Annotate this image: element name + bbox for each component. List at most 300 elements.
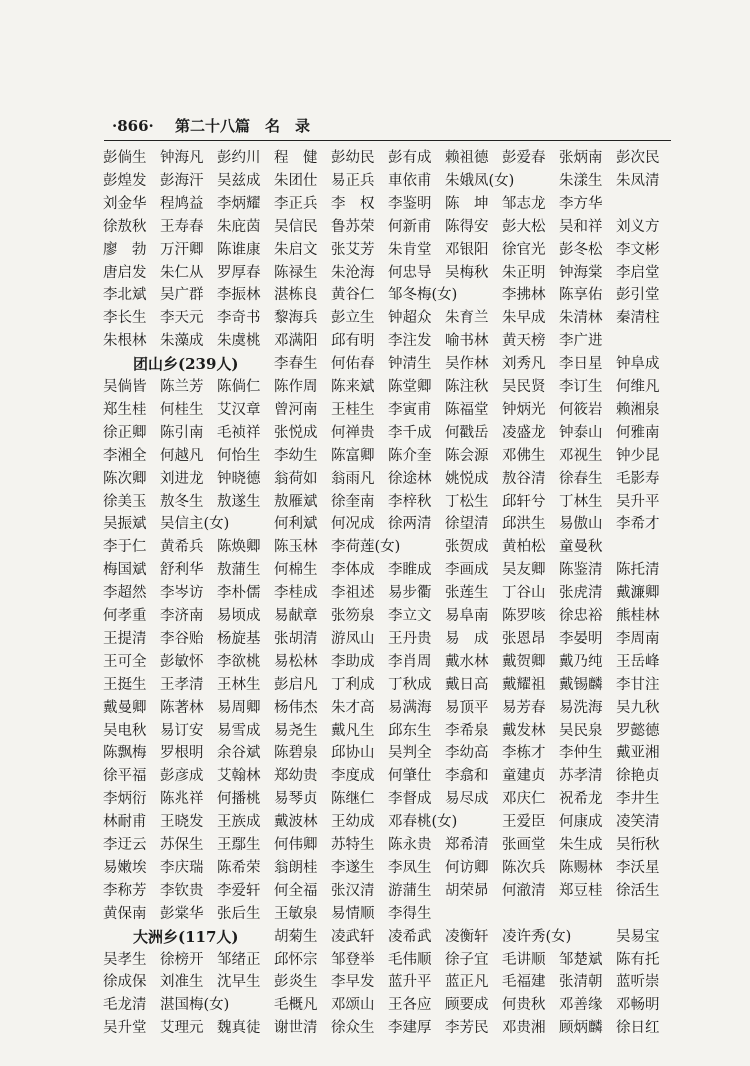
person-name: 张艾芳 — [331, 241, 375, 258]
person-name: 李画成 — [445, 562, 489, 579]
person-name: 王晓发 — [160, 814, 204, 831]
person-name: 易情顺 — [331, 905, 375, 922]
name-row — [103, 239, 673, 261]
person-name: 丁利成 — [331, 676, 375, 693]
person-name: 赖祖德 — [445, 150, 489, 166]
person-name: 李督成 — [388, 791, 432, 808]
person-name: 朱正明 — [502, 264, 546, 281]
person-name: 邱洪生 — [502, 516, 546, 533]
person-name: 陈倘仁 — [217, 379, 261, 395]
person-name: 陈得安 — [445, 218, 489, 235]
person-name: 何全福 — [274, 882, 318, 899]
person-name: 李肖周 — [388, 653, 432, 670]
person-name: 翁朗桂 — [274, 859, 318, 876]
person-name: 徐艳贞 — [616, 768, 660, 785]
person-name: 蓝正凡 — [445, 974, 489, 991]
person-name: 王提清 — [103, 630, 147, 647]
person-name: 徐榜开 — [160, 951, 204, 968]
person-name: 程 健 — [274, 150, 318, 166]
person-name: 赖湘泉 — [616, 401, 660, 418]
person-name: 沈早生 — [217, 974, 261, 991]
person-name: 陈次兵 — [502, 859, 546, 876]
person-name: 钟阜成 — [616, 356, 660, 373]
person-name: 彭倘生 — [103, 150, 147, 166]
person-name: 朱团仕 — [274, 172, 318, 189]
person-name: 李启堂 — [616, 264, 660, 281]
person-name: 戴贺卿 — [502, 653, 546, 670]
person-name: 喻书林 — [445, 333, 489, 350]
person-name: 钟泰山 — [559, 424, 603, 441]
person-name: 艾理元 — [160, 1020, 204, 1037]
person-name: 李文彬 — [616, 241, 660, 258]
person-name: 吴梅秋 — [445, 264, 489, 281]
person-name: 李北斌 — [103, 287, 147, 304]
person-name: 陈焕卿 — [217, 539, 261, 556]
name-row — [103, 1017, 673, 1039]
section-row — [103, 926, 673, 948]
person-name: 蓝听崇 — [616, 974, 660, 991]
person-name: 王族成 — [217, 814, 261, 831]
person-name: 何伟卿 — [274, 837, 318, 853]
person-name: 易周卿 — [217, 699, 261, 716]
person-name: 吴友卿 — [502, 562, 546, 579]
person-name: 丁谷山 — [502, 585, 546, 602]
person-name: 彭启凡 — [274, 676, 318, 693]
person-name: 易芳春 — [502, 699, 546, 716]
person-name: 张汉清 — [331, 882, 375, 899]
person-name: 李早发 — [331, 974, 375, 991]
person-name: 何雅南 — [616, 424, 660, 441]
person-name: 徐正卿 — [103, 424, 147, 441]
name-row — [103, 491, 673, 513]
person-name: 易傲山 — [559, 516, 603, 533]
name-row — [103, 170, 673, 192]
person-name: 易尧生 — [274, 722, 318, 739]
person-name: 王幼成 — [331, 814, 375, 831]
person-name: 朱虞桃 — [217, 333, 261, 350]
person-name: 凌武轩 — [331, 928, 375, 945]
name-row — [103, 376, 673, 398]
person-name: 陈次卿 — [103, 470, 147, 487]
person-name: 王各应 — [388, 997, 432, 1014]
person-name: 陈有托 — [616, 951, 660, 968]
name-row — [103, 880, 673, 902]
person-name: 钟海凡 — [160, 150, 204, 166]
person-name: 刘准生 — [160, 974, 204, 991]
person-name: 吴民泉 — [559, 722, 603, 739]
person-name: 刘金华 — [103, 195, 147, 212]
person-name: 李爱轩 — [217, 882, 261, 899]
person-name: 彭次民 — [616, 150, 660, 166]
person-name: 李济南 — [160, 608, 204, 624]
person-name: 李春生 — [274, 356, 318, 373]
person-name: 李度成 — [331, 768, 375, 785]
person-name: 丁松生 — [445, 493, 489, 510]
person-name: 王挺生 — [103, 676, 147, 693]
person-name: 李鉴明 — [388, 195, 432, 212]
section-row — [103, 353, 673, 375]
person-name: 陈著林 — [160, 699, 204, 716]
name-row — [103, 307, 673, 329]
name-row — [103, 422, 673, 444]
person-name: 何怡生 — [217, 447, 261, 464]
person-name: 王桂生 — [331, 401, 375, 418]
person-name: 张贺成 — [445, 539, 489, 556]
person-name: 陈兰芳 — [160, 379, 204, 395]
person-name: 彭海汗 — [160, 172, 204, 189]
person-name: 游凤山 — [331, 630, 375, 647]
person-name: 陈会源 — [445, 447, 489, 464]
name-row — [103, 811, 673, 833]
person-name: 戴锡麟 — [559, 676, 603, 693]
person-name: 翁荷如 — [274, 470, 318, 487]
name-row — [103, 857, 673, 879]
person-name: 易献章 — [274, 608, 318, 624]
person-name: 邹楚斌 — [559, 951, 603, 968]
person-name: 戴水林 — [445, 653, 489, 670]
person-name: 陈介奎 — [388, 447, 432, 464]
person-name: 朱沧海 — [331, 264, 375, 281]
person-name: 吴民贤 — [502, 379, 546, 395]
person-name: 陈永贵 — [388, 837, 432, 853]
person-name: 黎海兵 — [274, 310, 318, 327]
person-name: 陈引南 — [160, 424, 204, 441]
name-row — [103, 949, 673, 971]
name-row — [103, 720, 673, 742]
person-name: 鲁苏荣 — [331, 218, 375, 235]
person-name: 苏特生 — [331, 837, 375, 853]
name-row — [103, 605, 673, 627]
person-name: 朱早成 — [502, 310, 546, 327]
person-name: 熊桂林 — [616, 608, 660, 624]
name-row — [103, 193, 673, 215]
person-name: 朱藻成 — [160, 333, 204, 350]
person-name: 李岑访 — [160, 585, 204, 602]
person-name: 易尽成 — [445, 791, 489, 808]
person-name: 何越凡 — [160, 447, 204, 464]
person-name: 陈注秋 — [445, 379, 489, 395]
person-name: 苏保生 — [160, 837, 204, 853]
name-row — [103, 468, 673, 490]
person-name: 李长生 — [103, 310, 147, 327]
person-name: 毛龙清 — [103, 997, 147, 1014]
person-name: 陈作周 — [274, 379, 318, 395]
person-name: 陈兆祥 — [160, 791, 204, 808]
person-name: 徐平福 — [103, 768, 147, 785]
person-name: 邱协山 — [331, 745, 375, 762]
person-name: 蓝升平 — [388, 974, 432, 991]
person-name: 朱根林 — [103, 333, 147, 350]
name-row — [103, 742, 673, 764]
person-name: 李翕和 — [445, 768, 489, 785]
header-rule — [104, 140, 671, 141]
person-name: 朱育兰 — [445, 310, 489, 327]
name-row — [103, 903, 673, 925]
person-name: 敖遂生 — [217, 493, 261, 510]
person-name: 张画堂 — [502, 837, 546, 853]
person-name: 陈希荣 — [217, 859, 261, 876]
person-name: 彭有成 — [388, 150, 432, 166]
person-name: 徐美玉 — [103, 493, 147, 510]
person-name: 胡荣昴 — [445, 882, 489, 899]
name-row — [103, 513, 673, 535]
person-name: 舒利华 — [160, 562, 204, 579]
person-name: 吴升平 — [616, 493, 660, 510]
person-name: 徐官光 — [502, 241, 546, 258]
person-name: 李称芳 — [103, 882, 147, 899]
person-name: 何肇仕 — [388, 768, 432, 785]
person-name: 丁林生 — [559, 493, 603, 510]
person-name: 李睢成 — [388, 562, 432, 579]
person-name: 罗根明 — [160, 745, 204, 762]
person-name: 邓颂山 — [331, 997, 375, 1014]
person-name: 吴孝生 — [103, 951, 147, 968]
person-name: 李炳衍 — [103, 791, 147, 808]
person-name: 苏孝清 — [559, 768, 603, 785]
person-name: 李希泉 — [445, 722, 489, 739]
person-name: 吴判全 — [388, 745, 432, 762]
person-name: 李梓秋 — [388, 493, 432, 510]
person-name: 李迂云 — [103, 837, 147, 853]
person-name: 钟清生 — [388, 356, 432, 373]
person-name: 李 权 — [331, 195, 375, 212]
person-name: 陈罗咳 — [502, 608, 546, 624]
section-title: 第二十八篇 名 录 — [175, 117, 311, 135]
person-name: 丁秋成 — [388, 676, 432, 693]
person-name: 徐两清 — [388, 516, 432, 533]
person-name: 邱有明 — [331, 333, 375, 350]
person-name: 李日星 — [559, 356, 603, 373]
person-name: 祝希龙 — [559, 791, 603, 808]
person-name: 徐日红 — [616, 1020, 660, 1037]
person-name: 邓视生 — [559, 447, 603, 464]
name-row — [103, 582, 673, 604]
person-name: 朱凤清 — [616, 172, 660, 189]
person-name: 彭冬松 — [559, 241, 603, 258]
person-name: 何孝重 — [103, 608, 147, 624]
person-name: 李仲生 — [559, 745, 603, 762]
person-name: 王林生 — [217, 676, 261, 693]
person-name: 朱清林 — [559, 310, 603, 327]
person-name: 钟炳光 — [502, 401, 546, 418]
person-name: 何康成 — [559, 814, 603, 831]
person-name: 易阜南 — [445, 608, 489, 624]
person-name: 李注发 — [388, 333, 432, 350]
person-name: 易嫩埃 — [103, 859, 147, 876]
person-name: 刘秀凡 — [502, 356, 546, 373]
person-name: 朱才高 — [331, 699, 375, 716]
person-name: 胡菊生 — [274, 928, 318, 945]
person-name: 黄天榜 — [502, 333, 546, 350]
person-name: 湛国梅(女) — [160, 997, 230, 1014]
district-heading: 团山乡(239人) — [133, 355, 239, 374]
person-name: 李建厚 — [388, 1020, 432, 1037]
person-name: 陈堂卿 — [388, 379, 432, 395]
person-name: 李奇书 — [217, 310, 261, 327]
person-name: 徐春生 — [559, 470, 603, 487]
person-name: 毛概凡 — [274, 997, 318, 1014]
person-name: 黄保南 — [103, 905, 147, 922]
person-name: 林耐甫 — [103, 814, 147, 831]
person-name: 陈飘梅 — [103, 745, 147, 762]
person-name: 陈来斌 — [331, 379, 375, 395]
person-name: 邓佛生 — [502, 447, 546, 464]
person-name: 吴易宝 — [616, 928, 660, 945]
person-name: 何桂生 — [160, 401, 204, 418]
person-name: 彭引堂 — [616, 287, 660, 304]
person-name: 李助成 — [331, 653, 375, 670]
person-name: 凌盛龙 — [502, 424, 546, 441]
person-name: 李订生 — [559, 379, 603, 395]
person-name: 邹登举 — [331, 951, 375, 968]
person-name: 戴日高 — [445, 676, 489, 693]
person-name: 李正兵 — [274, 195, 318, 212]
person-name: 魏真徒 — [217, 1020, 261, 1037]
person-name: 王岳峰 — [616, 653, 660, 670]
person-name: 杨伟杰 — [274, 699, 318, 716]
person-name: 邹冬梅(女) — [388, 287, 458, 304]
person-name: 郑豆桂 — [559, 882, 603, 899]
name-row — [103, 216, 673, 238]
person-name: 谢世清 — [274, 1020, 318, 1037]
person-name: 彭棠华 — [160, 905, 204, 922]
person-name: 王寿春 — [160, 218, 204, 235]
person-name: 邓畅明 — [616, 997, 660, 1014]
name-row — [103, 399, 673, 421]
person-name: 曾河南 — [274, 401, 318, 418]
person-name: 彭约川 — [217, 150, 261, 166]
person-name: 毛伟顺 — [388, 951, 432, 968]
person-name: 郑幼贵 — [274, 768, 318, 785]
name-row — [103, 651, 673, 673]
person-name: 吴电秋 — [103, 722, 147, 739]
person-name: 李超然 — [103, 585, 147, 602]
person-name: 戴乃纯 — [559, 653, 603, 670]
person-name: 罗厚春 — [217, 264, 261, 281]
person-name: 吴作林 — [445, 356, 489, 373]
person-name: 何澈清 — [502, 882, 546, 899]
person-name: 彭爱春 — [502, 150, 546, 166]
person-name: 李炳耀 — [217, 195, 261, 212]
person-name: 毛祯祥 — [217, 424, 261, 441]
person-name: 李遂生 — [331, 859, 375, 876]
person-name: 游蒲生 — [388, 882, 432, 899]
person-name: 何利斌 — [274, 516, 318, 533]
person-name: 易顷成 — [217, 608, 261, 624]
person-name: 朱仁从 — [160, 264, 204, 281]
person-name: 彭大松 — [502, 218, 546, 235]
person-name: 万汗卿 — [160, 241, 204, 258]
person-name: 邹志龙 — [502, 195, 546, 212]
person-name: 李沃星 — [616, 859, 660, 876]
person-name: 李湘全 — [103, 447, 147, 464]
person-name: 梅国斌 — [103, 562, 147, 579]
person-name: 邱怀宗 — [274, 951, 318, 968]
person-name: 彭幼民 — [331, 150, 375, 166]
person-name: 顾要成 — [445, 997, 489, 1014]
person-name: 凌许秀(女) — [502, 928, 572, 945]
person-name: 李拂林 — [502, 287, 546, 304]
person-name: 何棉生 — [274, 562, 318, 579]
person-name: 朱生成 — [559, 837, 603, 853]
name-row — [103, 330, 673, 352]
person-name: 张胡清 — [274, 630, 318, 647]
person-name: 毛影寿 — [616, 470, 660, 487]
person-name: 李幼高 — [445, 745, 489, 762]
person-name: 李寅甫 — [388, 401, 432, 418]
person-name: 戴发林 — [502, 722, 546, 739]
person-name: 陈谁康 — [217, 241, 261, 258]
person-name: 张恩昂 — [502, 630, 546, 647]
name-row — [103, 628, 673, 650]
person-name: 易 成 — [445, 630, 489, 647]
person-name: 易顶平 — [445, 699, 489, 716]
person-name: 湛栋良 — [274, 287, 318, 304]
person-name: 陈 坤 — [445, 195, 489, 212]
person-name: 罗懿德 — [616, 722, 660, 739]
person-name: 吴和祥 — [559, 218, 603, 235]
person-name: 何筱岩 — [559, 401, 603, 418]
person-name: 陈富卿 — [331, 447, 375, 464]
name-row — [103, 559, 673, 581]
person-name: 张笏泉 — [331, 608, 375, 624]
person-name: 王孝清 — [160, 676, 204, 693]
person-name: 郑希清 — [445, 837, 489, 853]
person-name: 陈碧泉 — [274, 745, 318, 762]
person-name: 何佑春 — [331, 356, 375, 373]
person-name: 李谷贻 — [160, 630, 204, 647]
person-name: 徐途林 — [388, 470, 432, 487]
person-name: 易松林 — [274, 653, 318, 670]
page-number: ·866· — [112, 117, 154, 135]
person-name: 李周南 — [616, 630, 660, 647]
person-name: 何访卿 — [445, 859, 489, 876]
person-name: 刘义方 — [616, 218, 660, 235]
person-name: 钟超众 — [388, 310, 432, 327]
person-name: 钟少昆 — [616, 447, 660, 464]
person-name: 戴曼卿 — [103, 699, 147, 716]
person-name: 何戳岳 — [445, 424, 489, 441]
person-name: 徐敖秋 — [103, 218, 147, 235]
person-name: 廖 勃 — [103, 241, 147, 258]
person-name: 毛福建 — [502, 974, 546, 991]
person-name: 敖冬生 — [160, 493, 204, 510]
person-name: 吴升堂 — [103, 1020, 147, 1037]
person-name: 李体成 — [331, 562, 375, 579]
person-name: 彭立生 — [331, 310, 375, 327]
person-name: 李芳民 — [445, 1020, 489, 1037]
person-name: 程鸠益 — [160, 195, 204, 212]
person-name: 余谷斌 — [217, 745, 261, 762]
person-name: 戴凡生 — [331, 722, 375, 739]
person-name: 陈玉林 — [274, 539, 318, 556]
person-name: 彭敏怀 — [160, 653, 204, 670]
person-name: 张炳南 — [559, 150, 603, 166]
person-name: 黄希兵 — [160, 539, 204, 556]
person-name: 陈鉴清 — [559, 562, 603, 579]
person-name: 何维凡 — [616, 379, 660, 395]
person-name: 吴振斌 — [103, 516, 147, 533]
person-name: 李立文 — [388, 608, 432, 624]
person-name: 陈享佑 — [559, 287, 603, 304]
person-name: 杨旋基 — [217, 630, 261, 647]
person-name: 朱庇茵 — [217, 218, 261, 235]
person-name: 易雪成 — [217, 722, 261, 739]
person-name: 秦清柱 — [616, 310, 660, 327]
name-row — [103, 445, 673, 467]
person-name: 戴亚湘 — [616, 745, 660, 762]
page-header — [112, 115, 672, 137]
